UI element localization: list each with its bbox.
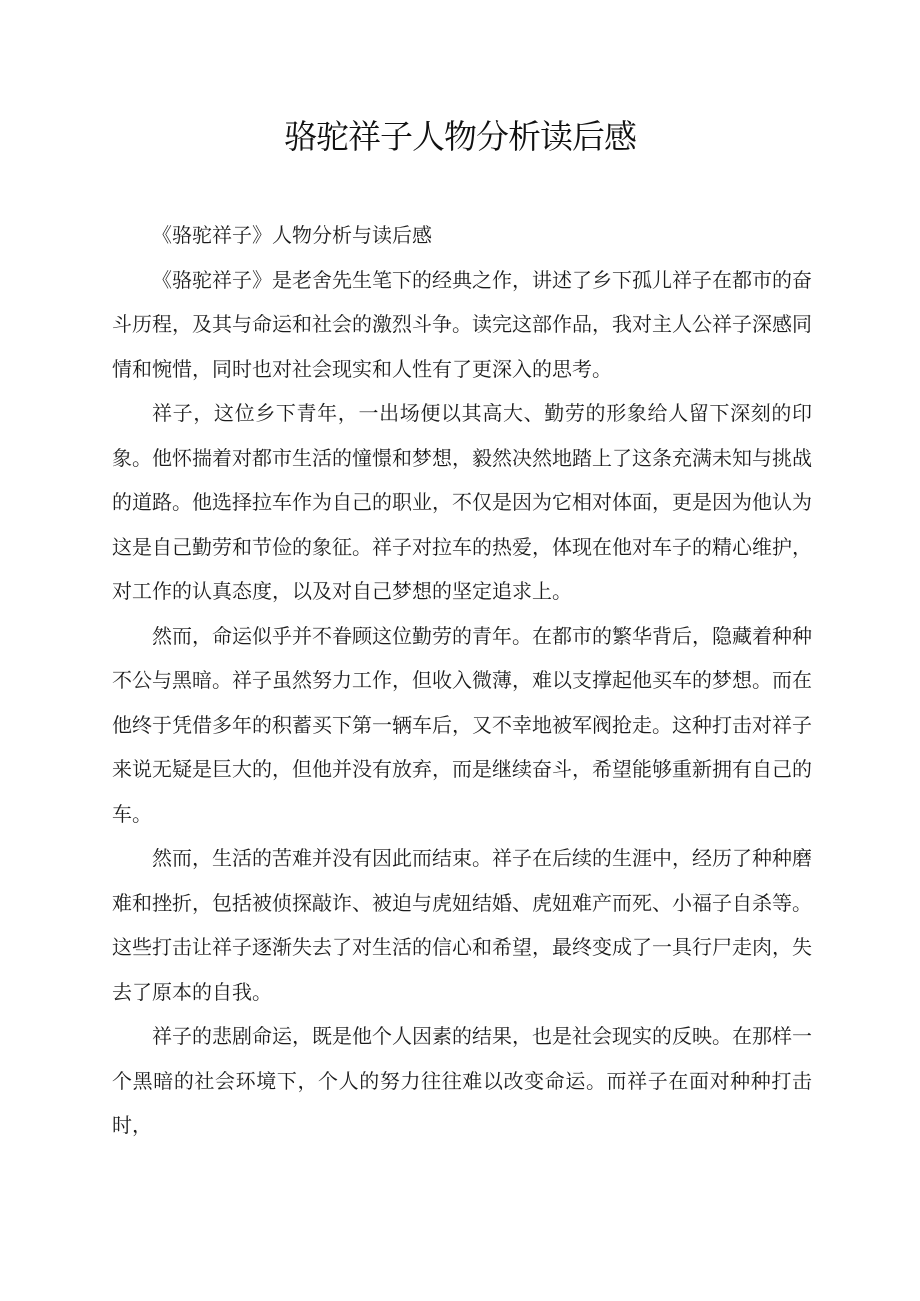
paragraph-character: 祥子，这位乡下青年，一出场便以其高大、勤劳的形象给人留下深刻的印象。他怀揣着对都市生活的憧憬和梦想，毅然决然地踏上了这条充满未知与挑战的道路。他选择拉车作为自己的职业，不仅是因为它相对体面，更是因为他认为这是自己勤劳和节俭的象征。祥子对拉车的热爱，体现在他对车子的精心维护，对工作的认真态度，以及对自己梦想的坚定追求上。 [112,401,812,603]
document-body [112,213,812,1148]
paragraph-subtitle: 《骆驼祥子》人物分析与读后感 [152,223,432,247]
paragraph-hardship: 然而，生活的苦难并没有因此而结束。祥子在后续的生涯中，经历了种种磨难和挫折，包括被侦探敲诈、被迫与虎妞结婚、虎妞难产而死、小福子自杀等。这些打击让祥子逐渐失去了对生活的信心和希望，最终变成了一具行尸走肉，失去了原本的自我。 [112,846,812,1004]
document-title: 骆驼祥子人物分析读后感 [284,117,636,156]
paragraph-intro: 《骆驼祥子》是老舍先生笔下的经典之作，讲述了乡下孤儿祥子在都市的奋斗历程，及其与命运和社会的激烈斗争。读完这部作品，我对主人公祥子深感同情和惋惜，同时也对社会现实和人性有了更深入的思考。 [112,267,812,381]
paragraph-fate: 然而，命运似乎并不眷顾这位勤劳的青年。在都市的繁华背后，隐藏着种种不公与黑暗。祥子虽然努力工作，但收入微薄，难以支撑起他买车的梦想。而在他终于凭借多年的积蓄买下第一辆车后，又不幸地被军阀抢走。这种打击对祥子来说无疑是巨大的，但他并没有放弃，而是继续奋斗，希望能够重新拥有自己的车。 [112,623,812,826]
paragraph-tragedy: 祥子的悲剧命运，既是他个人因素的结果，也是社会现实的反映。在那样一个黑暗的社会环境下，个人的努力往往难以改变命运。而祥子在面对种种打击时， [112,1024,812,1137]
